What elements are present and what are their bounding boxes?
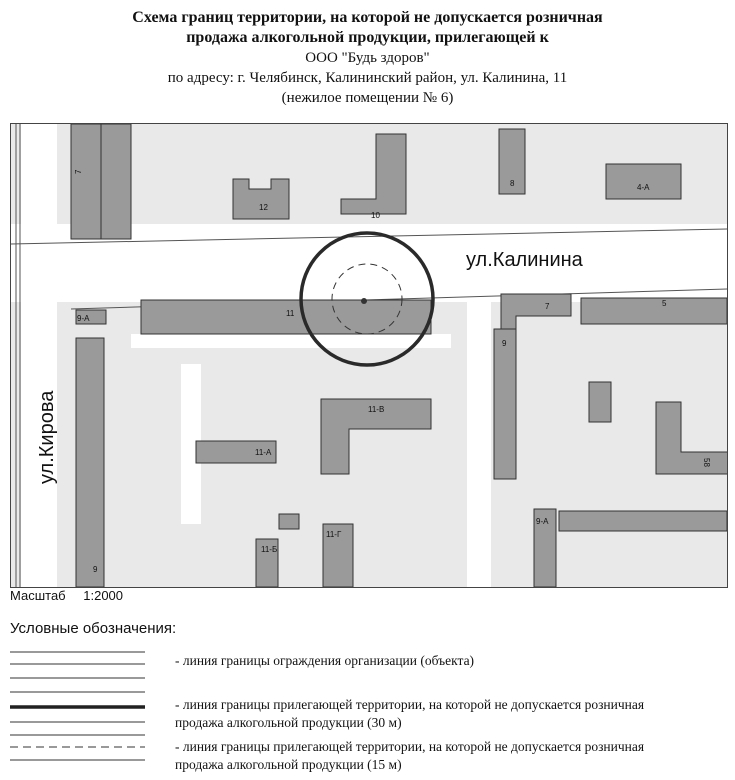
legend-text-15m-line1: - линия границы прилегающей территории, на которой не допускается розничная bbox=[175, 739, 645, 754]
building-7 bbox=[501, 294, 571, 329]
legend-text-15m bbox=[175, 738, 735, 774]
legend-item-15m bbox=[10, 733, 730, 775]
object-marker bbox=[361, 298, 367, 304]
label-b5: 5 bbox=[662, 299, 667, 308]
yard-road bbox=[131, 334, 451, 348]
side-road bbox=[467, 302, 491, 587]
building-58 bbox=[656, 402, 727, 474]
legend-text-fence bbox=[175, 652, 735, 670]
map-area bbox=[10, 123, 728, 588]
legend-text-30m bbox=[175, 696, 735, 732]
map-title bbox=[0, 8, 735, 108]
title-line-3: ООО "Будь здоров" bbox=[305, 50, 430, 66]
kirova-road bbox=[21, 124, 57, 587]
building-9-left bbox=[76, 338, 104, 587]
map-svg bbox=[11, 124, 727, 587]
building-10 bbox=[341, 134, 406, 214]
label-b8: 8 bbox=[510, 179, 515, 188]
label-b10: 10 bbox=[371, 211, 380, 220]
label-b11a: 11-А bbox=[255, 448, 272, 457]
legend-text-15m-line2: продажа алкогольной продукции (15 м) bbox=[175, 757, 402, 772]
label-b11b: 11-Б bbox=[261, 545, 278, 554]
label-b11: 11 bbox=[286, 309, 295, 318]
label-b11v: 11-В bbox=[368, 405, 385, 414]
label-b11g: 11-Г bbox=[326, 530, 342, 539]
label-b9-left: 9 bbox=[93, 565, 98, 574]
building-5 bbox=[581, 298, 727, 324]
legend-title: Условные обозначения: bbox=[10, 620, 177, 637]
building-12 bbox=[233, 179, 289, 219]
legend-item-fence bbox=[10, 650, 730, 682]
scale-label: Масштаб bbox=[10, 588, 66, 603]
label-b9a-small: 9-А bbox=[77, 314, 90, 323]
legend-fence-sample bbox=[10, 650, 145, 680]
building-small-mid bbox=[279, 514, 299, 529]
label-b7: 7 bbox=[545, 302, 550, 311]
label-b58: 58 bbox=[702, 458, 711, 467]
label-b9a: 9-А bbox=[536, 517, 549, 526]
legend-15m-sample bbox=[10, 733, 145, 763]
label-b7-top: 7 bbox=[74, 169, 83, 174]
building-4a bbox=[606, 164, 681, 199]
label-b4a: 4-А bbox=[637, 183, 650, 192]
title-line-4: по адресу: г. Челябинск, Калининский район, ул. Калинина, 11 bbox=[167, 70, 568, 86]
scale-value: 1:2000 bbox=[83, 588, 124, 603]
legend-text-30m-line1: - линия границы прилегающей территории, на которой не допускается розничная bbox=[175, 697, 645, 712]
building-9-right bbox=[494, 329, 516, 479]
legend-text-30m-line2: продажа алкогольной продукции (30 м) bbox=[175, 715, 402, 730]
street-label-kirova: ул.Кирова bbox=[36, 390, 58, 484]
building-long-south bbox=[559, 511, 727, 531]
label-b9-right: 9 bbox=[502, 339, 507, 348]
legend-text-fence-line1: - линия границы ограждения организации (объекта) bbox=[175, 653, 475, 668]
map-scale bbox=[10, 588, 123, 603]
street-label-kalinina: ул.Калинина bbox=[466, 249, 583, 271]
title-line-5: (нежилое помещении № 6) bbox=[281, 90, 454, 106]
title-line-1: Схема границ территории, на которой не допускается розничная bbox=[132, 9, 603, 26]
legend-30m-sample bbox=[10, 690, 145, 724]
legend-item-30m bbox=[10, 690, 730, 730]
building-7-wing bbox=[101, 124, 131, 239]
title-line-2: продажа алкогольной продукции, прилегающей к bbox=[186, 29, 549, 46]
building-small-right bbox=[589, 382, 611, 422]
label-b12: 12 bbox=[259, 203, 268, 212]
